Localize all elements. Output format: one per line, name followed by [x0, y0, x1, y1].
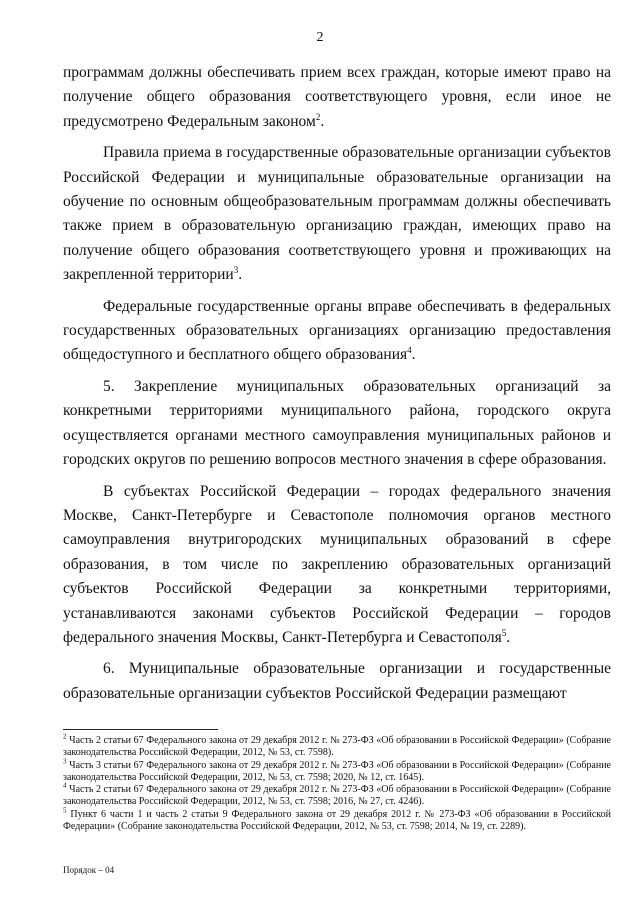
paragraph-text: 6. Муниципальные образовательные организации и государственные образовательные организации субъектов Российской Федерации размещают	[63, 660, 611, 702]
footnote	[63, 732, 611, 760]
footnote-ref: 3	[233, 265, 239, 276]
footnote-text: Часть 2 статьи 67 Федерального закона от 29 декабря 2012 г. № 273-ФЗ «Об образовании в Российской Федерации» (Собрание законодательства Российской Федерации, 2012, № 53, ст. 7598; 2016, № 27, ст. 4246).	[63, 784, 611, 808]
footnote	[63, 806, 612, 834]
paragraph-text: Федеральные государственные органы вправе обеспечивать в федеральных государственных образовательных организациях организацию предоставления общедоступного и бесплатного общего образования	[63, 297, 611, 364]
footnote-ref: 5	[501, 627, 507, 638]
footnote-number: 3	[63, 757, 67, 766]
footnote-number: 5	[63, 806, 67, 815]
paragraph-text: 5. Закрепление муниципальных образовательных организаций за конкретными территориями муниципального района, городского округа осуществляется органами местного самоуправления муниципальных районов и городских округов по решению вопросов местного значения в сфере образования.	[63, 377, 611, 469]
paragraph-text: Правила приема в государственные образовательные организации субъектов Российской Федерации и муниципальные образовательные организации на обучение по основным общеобразовательным программам должны обеспечивать также прием в образовательную организацию граждан, имеющих право на получение общего образования соответствующего уровня и проживающих на закрепленной территории	[63, 144, 611, 284]
footnote-number: 4	[63, 781, 67, 790]
footnote-text: Часть 3 статьи 67 Федерального закона от 29 декабря 2012 г. № 273-ФЗ «Об образовании в Российской Федерации» (Собрание законодательства Российской Федерации, 2012, № 53, ст. 7598; 2020, № 12, ст. 1645).	[63, 759, 611, 783]
paragraph-federal-organs: Федеральные государственные органы вправе обеспечивать в федеральных государственных образовательных организациях организацию предоставления общедоступного и бесплатного общего образования$^4$.	[63, 297, 611, 364]
paragraph-continuation: программам должны обеспечивать прием всех граждан, которые имеют право на получение общего образования соответствующего уровня, если иное не предусмотрено Федеральным законом$^2$.	[63, 64, 611, 130]
footnote	[63, 757, 611, 785]
paragraph-federal-cities: В субъектах Российской Федерации – городах федерального значения Москве, Санкт-Петербурге и Севастополе полномочия органов местного самоуправления внутригородских муниципальных образований в сфере образования, в том числе по закреплению образовательных организаций субъектов Российской Федерации за конкретными территориями, устанавливаются законами субъектов Российской Федерации – городов федерального значения Москвы, Санкт-Петербурга и Севастополя$^5$.	[63, 482, 611, 646]
footnote-ref: 2	[315, 111, 321, 122]
footnote	[63, 781, 611, 809]
paragraph-item-5	[63, 375, 611, 473]
paragraph-item-6	[63, 657, 611, 706]
footnote-number: 2	[63, 732, 67, 741]
page-number: 2	[316, 30, 324, 45]
footnote-text: Пункт 6 части 1 и часть 2 статьи 9 Федерального закона от 29 декабря 2012 г. № 273-ФЗ «Об образовании в Российской Федерации» (Собрание законодательства Российской Федерации, 2012, № 53, ст. 7598; 2014, № 19, ст. 2289).	[63, 808, 612, 833]
footnotes	[63, 732, 612, 833]
paragraph-text: программам должны обеспечивать прием всех граждан, которые имеют право на получение общего образования соответствующего уровня, если иное не предусмотрено Федеральным законом	[63, 64, 611, 130]
body-text	[63, 61, 611, 706]
paragraph-text: В субъектах Российской Федерации – городах федерального значения Москве, Санкт-Петербурге и Севастополе полномочия органов местного самоуправления внутригородских муниципальных образований в сфере образования, в том числе по закреплению образовательных организаций субъектов Российской Федерации за конкретными территориями, устанавливаются законами субъектов Российской Федерации – городов федерального значения Москвы, Санкт-Петербурга и Севастополя	[63, 482, 611, 646]
footnote-divider	[63, 729, 218, 730]
footnote-text: Часть 2 статьи 67 Федерального закона от 29 декабря 2012 г. № 273-ФЗ «Об образовании в Российской Федерации» (Собрание законодательства Российской Федерации, 2012, № 53, ст. 7598).	[63, 735, 611, 759]
paragraph-admission-rules: Правила приема в государственные образовательные организации субъектов Российской Федерации и муниципальные образовательные организации на обучение по основным общеобразовательным программам должны обеспечивать также прием в образовательную организацию граждан, имеющих право на получение общего образования соответствующего уровня и проживающих на закрепленной территории$^3$.	[63, 144, 611, 284]
footnote-ref: 4	[407, 345, 412, 356]
footer-code: Порядок – 04	[63, 865, 115, 875]
